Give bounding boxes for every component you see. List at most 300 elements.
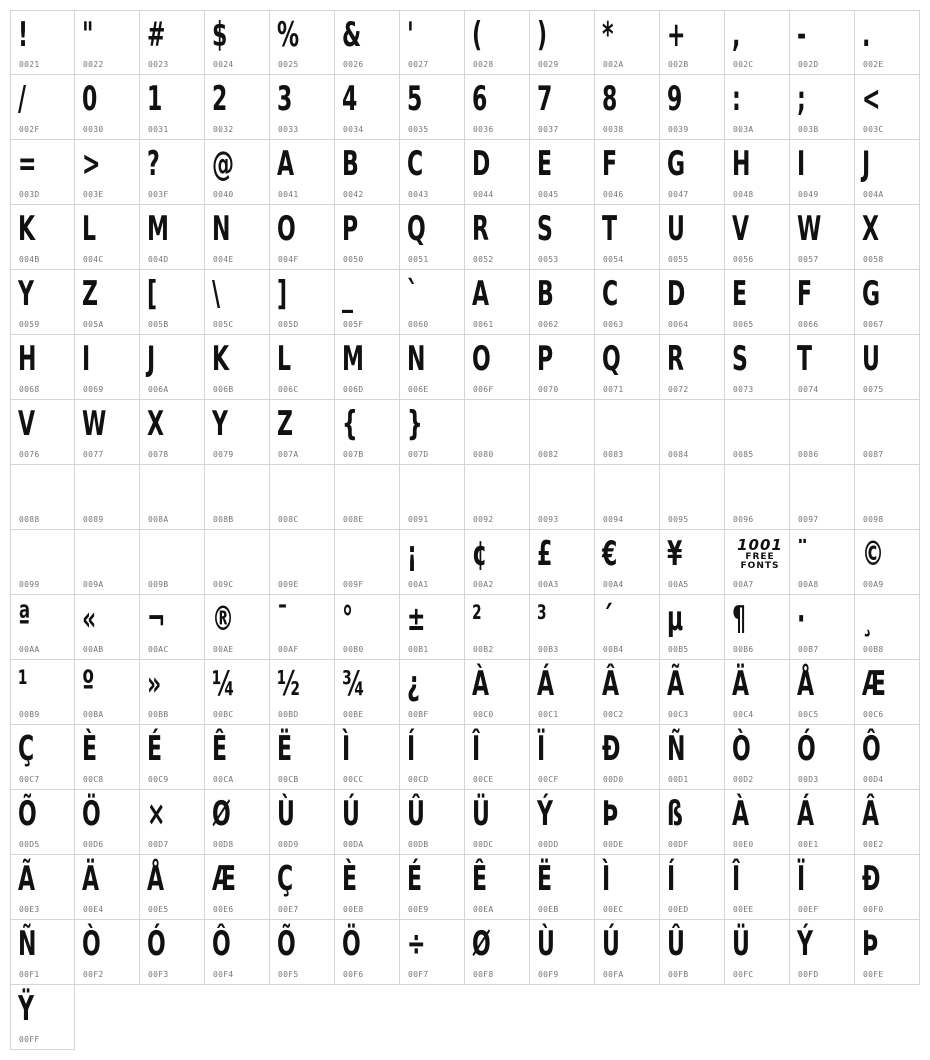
glyph-sample: 1 [147,79,163,119]
glyph-cell [75,10,140,75]
glyph-code-label: 00C4 [733,710,754,719]
glyph-cell [855,465,920,530]
glyph-sample: ® [212,599,235,639]
glyph-sample: Â [862,794,880,834]
glyph-code-label: 007A [278,450,299,459]
glyph-code-label: 00B7 [798,645,819,654]
glyph-sample: V [18,404,36,444]
glyph-sample: E [537,144,553,184]
glyph-cell [595,270,660,335]
glyph-cell [790,75,855,140]
glyph-code-label: 0073 [733,385,754,394]
glyph-code-label: 0027 [408,60,429,69]
glyph-code-label: 00F7 [408,970,429,979]
glyph-code-label: 00E1 [798,840,819,849]
glyph-cell [205,270,270,335]
glyph-sample: 0 [82,79,98,119]
glyph-code-label: 00F8 [473,970,494,979]
glyph-code-label: 00D7 [148,840,169,849]
glyph-code-label: 0032 [213,125,234,134]
glyph-code-label: 00C8 [83,775,104,784]
glyph-code-label: 00D9 [278,840,299,849]
glyph-sample: W [797,209,822,249]
glyph-code-label: 00CF [538,775,559,784]
glyph-cell [140,335,205,400]
glyph-code-label: 0068 [19,385,40,394]
glyph-sample: Ø [212,794,231,834]
glyph-cell [530,465,595,530]
glyph-cell [660,725,725,790]
glyph-cell [790,530,855,595]
glyph-cell [465,660,530,725]
glyph-code-label: 0063 [603,320,624,329]
glyph-cell [790,660,855,725]
glyph-cell [790,920,855,985]
glyph-sample: Ü [472,794,490,834]
glyph-sample: ½ [277,664,300,704]
glyph-cell [400,660,465,725]
glyph-code-label: 0087 [863,450,884,459]
glyph-sample: ´ [602,599,614,639]
glyph-sample: 7 [537,79,553,119]
glyph-cell [335,465,400,530]
glyph-code-label: 009C [213,580,234,589]
glyph-code-label: 008B [213,515,234,524]
glyph-cell [660,335,725,400]
glyph-cell [205,205,270,270]
glyph-sample: ¥ [667,534,683,574]
glyph-code-label: 00D0 [603,775,624,784]
glyph-cell [660,75,725,140]
glyph-code-label: 00F1 [19,970,40,979]
glyph-code-label: 002B [668,60,689,69]
glyph-code-label: 00BB [148,710,169,719]
glyph-sample: M [342,339,364,379]
glyph-code-label: 0085 [733,450,754,459]
glyph-sample: Ð [602,729,621,769]
glyph-sample: ² [472,599,482,639]
glyph-code-label: 00F9 [538,970,559,979]
glyph-sample: Ý [537,794,553,834]
glyph-code-label: 0031 [148,125,169,134]
glyph-code-label: 00C1 [538,710,559,719]
glyph-cell [270,205,335,270]
glyph-sample: M [147,209,169,249]
glyph-code-label: 0037 [538,125,559,134]
glyph-code-label: 0098 [863,515,884,524]
glyph-sample: F [602,144,618,184]
glyph-cell [205,920,270,985]
glyph-cell [660,660,725,725]
glyph-cell [595,75,660,140]
glyph-cell [270,75,335,140]
glyph-sample: ; [797,79,806,119]
glyph-cell [205,75,270,140]
glyph-cell [10,855,75,920]
glyph-sample: £ [537,534,553,574]
glyph-code-label: 00F3 [148,970,169,979]
glyph-sample: Z [82,274,98,314]
glyph-code-label: 002D [798,60,819,69]
glyph-code-label: 00BA [83,710,104,719]
glyph-cell [855,660,920,725]
glyph-cell [400,920,465,985]
glyph-sample: Ê [472,859,488,899]
glyph-cell [465,920,530,985]
glyph-code-label: 0096 [733,515,754,524]
glyph-code-label: 00A7 [733,580,754,589]
glyph-code-label: 003C [863,125,884,134]
glyph-sample: Ú [602,924,620,964]
glyph-code-label: 00EF [798,905,819,914]
glyph-cell [270,725,335,790]
glyph-cell [465,75,530,140]
glyph-cell [400,400,465,465]
glyph-sample: Ú [342,794,360,834]
glyph-code-label: 00E5 [148,905,169,914]
glyph-sample: I [797,144,806,184]
glyph-cell [10,920,75,985]
glyph-code-label: 0082 [538,450,559,459]
glyph-cell [75,205,140,270]
glyph-cell [335,205,400,270]
glyph-code-label: 00F2 [83,970,104,979]
glyph-cell [205,400,270,465]
glyph-cell [465,595,530,660]
glyph-cell [595,530,660,595]
glyph-code-label: 0058 [863,255,884,264]
glyph-cell [140,855,205,920]
glyph-code-label: 00EA [473,905,494,914]
glyph-cell [855,595,920,660]
glyph-code-label: 004F [278,255,299,264]
glyph-code-label: 00FF [19,1035,40,1044]
glyph-cell [270,660,335,725]
glyph-sample: ¬ [147,599,166,639]
glyph-sample: R [667,339,684,379]
glyph-sample: Õ [277,924,296,964]
glyph-code-label: 00DC [473,840,494,849]
glyph-cell [725,530,790,595]
glyph-code-label: 00BD [278,710,299,719]
glyph-cell [10,725,75,790]
glyph-cell [530,920,595,985]
glyph-code-label: 0043 [408,190,429,199]
glyph-cell [855,855,920,920]
glyph-sample: A [472,274,490,314]
glyph-sample: Æ [862,664,886,704]
glyph-code-label: 00BC [213,710,234,719]
glyph-cell [400,725,465,790]
glyph-code-label: 0086 [798,450,819,459]
glyph-cell [335,270,400,335]
glyph-cell [270,595,335,660]
glyph-code-label: 007D [408,450,429,459]
glyph-sample: Ÿ [18,989,34,1029]
glyph-cell [595,465,660,530]
glyph-code-label: 00EB [538,905,559,914]
glyph-cell [855,725,920,790]
glyph-cell [660,270,725,335]
glyph-cell [725,725,790,790]
glyph-code-label: 00C2 [603,710,624,719]
glyph-code-label: 006E [408,385,429,394]
glyph-sample: Þ [602,794,619,834]
glyph-code-label: 00D3 [798,775,819,784]
glyph-cell [790,465,855,530]
glyph-sample: ³ [537,599,547,639]
glyph-sample: P [537,339,554,379]
glyph-code-label: 003B [798,125,819,134]
glyph-sample: Ç [18,729,35,769]
glyph-cell [725,335,790,400]
glyph-cell [335,75,400,140]
glyph-sample: } [407,404,423,444]
glyph-sample: V [732,209,750,249]
glyph-code-label: 0050 [343,255,364,264]
glyph-cell [10,140,75,205]
glyph-code-label: 0033 [278,125,299,134]
glyph-cell [595,790,660,855]
glyph-cell [10,400,75,465]
glyph-code-label: 0092 [473,515,494,524]
glyph-cell [465,790,530,855]
glyph-cell [855,335,920,400]
glyph-sample: A [277,144,295,184]
glyph-cell [140,205,205,270]
glyph-sample: L [82,209,97,249]
glyph-code-label: 0056 [733,255,754,264]
brand-logo-line: FONTS [740,561,780,571]
glyph-sample: Y [18,274,34,314]
glyph-code-label: 00C0 [473,710,494,719]
glyph-code-label: 0074 [798,385,819,394]
glyph-sample: 6 [472,79,488,119]
glyph-code-label: 00D6 [83,840,104,849]
glyph-cell [10,530,75,595]
glyph-sample: Í [667,859,676,899]
glyph-sample: [ [147,274,158,314]
glyph-code-label: 0062 [538,320,559,329]
glyph-sample: 5 [407,79,423,119]
glyph-code-label: 00B8 [863,645,884,654]
glyph-cell [335,400,400,465]
glyph-cell [335,790,400,855]
glyph-code-label: 0030 [83,125,104,134]
glyph-code-label: 0097 [798,515,819,524]
glyph-cell [855,400,920,465]
glyph-sample: # [147,15,166,55]
glyph-sample: H [732,144,751,184]
glyph-code-label: 00AF [278,645,299,654]
glyph-sample: @ [212,144,235,184]
glyph-cell [660,465,725,530]
glyph-cell [400,335,465,400]
glyph-sample: ) [537,15,548,55]
glyph-code-label: 00B3 [538,645,559,654]
glyph-cell [790,855,855,920]
glyph-code-label: 008E [343,515,364,524]
glyph-cell [400,10,465,75]
glyph-cell [725,465,790,530]
glyph-cell [855,920,920,985]
glyph-sample: O [277,209,296,249]
glyph-sample: Á [797,794,815,834]
glyph-cell [595,725,660,790]
glyph-cell [205,465,270,530]
glyph-sample: C [602,274,619,314]
glyph-cell [530,400,595,465]
glyph-cell [400,75,465,140]
glyph-code-label: 00FC [733,970,754,979]
glyph-sample: Ñ [18,924,37,964]
glyph-cell [595,400,660,465]
glyph-code-label: 00FB [668,970,689,979]
glyph-sample: ¹ [18,664,28,704]
glyph-sample: T [797,339,813,379]
glyph-cell [530,75,595,140]
glyph-code-label: 002A [603,60,624,69]
glyph-cell [725,920,790,985]
glyph-cell [530,855,595,920]
glyph-code-label: 004A [863,190,884,199]
glyph-cell [205,140,270,205]
glyph-cell [400,855,465,920]
glyph-code-label: 003E [83,190,104,199]
glyph-code-label: 00EE [733,905,754,914]
glyph-cell [140,465,205,530]
glyph-cell [75,270,140,335]
glyph-code-label: 00A9 [863,580,884,589]
glyph-code-label: 0047 [668,190,689,199]
glyph-sample: O [472,339,491,379]
glyph-sample: Â [602,664,620,704]
glyph-cell [465,140,530,205]
glyph-cell [660,400,725,465]
glyph-cell [140,790,205,855]
glyph-sample: N [407,339,426,379]
glyph-cell [855,10,920,75]
glyph-code-label: 00E2 [863,840,884,849]
glyph-sample: K [212,339,230,379]
glyph-sample: Q [407,209,426,249]
glyph-cell [335,595,400,660]
glyph-sample: Ê [212,729,228,769]
glyph-code-label: 00B5 [668,645,689,654]
glyph-code-label: 00D4 [863,775,884,784]
glyph-code-label: 00C3 [668,710,689,719]
glyph-code-label: 0040 [213,190,234,199]
glyph-sample: B [537,274,554,314]
glyph-sample: Õ [18,794,37,834]
glyph-code-label: 00DE [603,840,624,849]
glyph-cell [660,140,725,205]
glyph-code-label: 00E7 [278,905,299,914]
glyph-sample: - [797,15,807,55]
glyph-code-label: 0084 [668,450,689,459]
glyph-sample: Ì [342,729,351,769]
glyph-sample: " [82,15,94,55]
glyph-code-label: 00C5 [798,710,819,719]
glyph-code-label: 004B [19,255,40,264]
glyph-code-label: 0041 [278,190,299,199]
glyph-code-label: 0079 [213,450,234,459]
glyph-code-label: 0065 [733,320,754,329]
glyph-code-label: 0023 [148,60,169,69]
glyph-cell [75,335,140,400]
glyph-cell [140,10,205,75]
glyph-cell [465,335,530,400]
glyph-sample: ± [407,599,426,639]
glyph-sample: % [277,15,300,55]
glyph-code-label: 00FA [603,970,624,979]
glyph-cell [10,205,75,270]
glyph-code-label: 00E0 [733,840,754,849]
glyph-cell [335,725,400,790]
glyph-sample: B [342,144,359,184]
glyph-cell [10,75,75,140]
glyph-sample: × [147,794,166,834]
glyph-code-label: 00A5 [668,580,689,589]
glyph-cell [855,75,920,140]
glyph-sample: Ü [732,924,750,964]
glyph-cell [10,335,75,400]
glyph-sample: D [667,274,686,314]
glyph-cell [465,465,530,530]
glyph-sample: Þ [862,924,879,964]
glyph-sample: Æ [212,859,236,899]
glyph-cell [530,205,595,270]
glyph-cell [10,595,75,660]
glyph-cell [530,660,595,725]
glyph-sample: F [797,274,813,314]
glyph-cell [140,270,205,335]
glyph-sample: · [797,599,806,639]
glyph-sample: € [602,534,618,574]
glyph-cell [790,205,855,270]
glyph-code-label: 0053 [538,255,559,264]
glyph-code-label: 0057 [798,255,819,264]
glyph-code-label: 0089 [83,515,104,524]
glyph-cell [335,335,400,400]
glyph-cell [595,205,660,270]
glyph-code-label: 00AB [83,645,104,654]
glyph-code-label: 002C [733,60,754,69]
glyph-sample: K [18,209,36,249]
glyph-code-label: 00E4 [83,905,104,914]
glyph-code-label: 00B0 [343,645,364,654]
glyph-cell [660,10,725,75]
glyph-sample: < [862,79,881,119]
glyph-code-label: 0099 [19,580,40,589]
glyph-cell [270,140,335,205]
glyph-code-label: 00CD [408,775,429,784]
glyph-cell [530,595,595,660]
glyph-code-label: 0093 [538,515,559,524]
glyph-grid [10,10,920,1050]
glyph-sample: , [732,15,741,55]
glyph-sample: J [862,144,871,184]
glyph-code-label: 00A2 [473,580,494,589]
glyph-sample: 4 [342,79,358,119]
glyph-cell [465,725,530,790]
glyph-code-label: 0039 [668,125,689,134]
glyph-sample: Û [667,924,685,964]
glyph-sample: H [18,339,37,379]
glyph-code-label: 003D [19,190,40,199]
glyph-sample: Ï [797,859,806,899]
glyph-code-label: 008A [148,515,169,524]
